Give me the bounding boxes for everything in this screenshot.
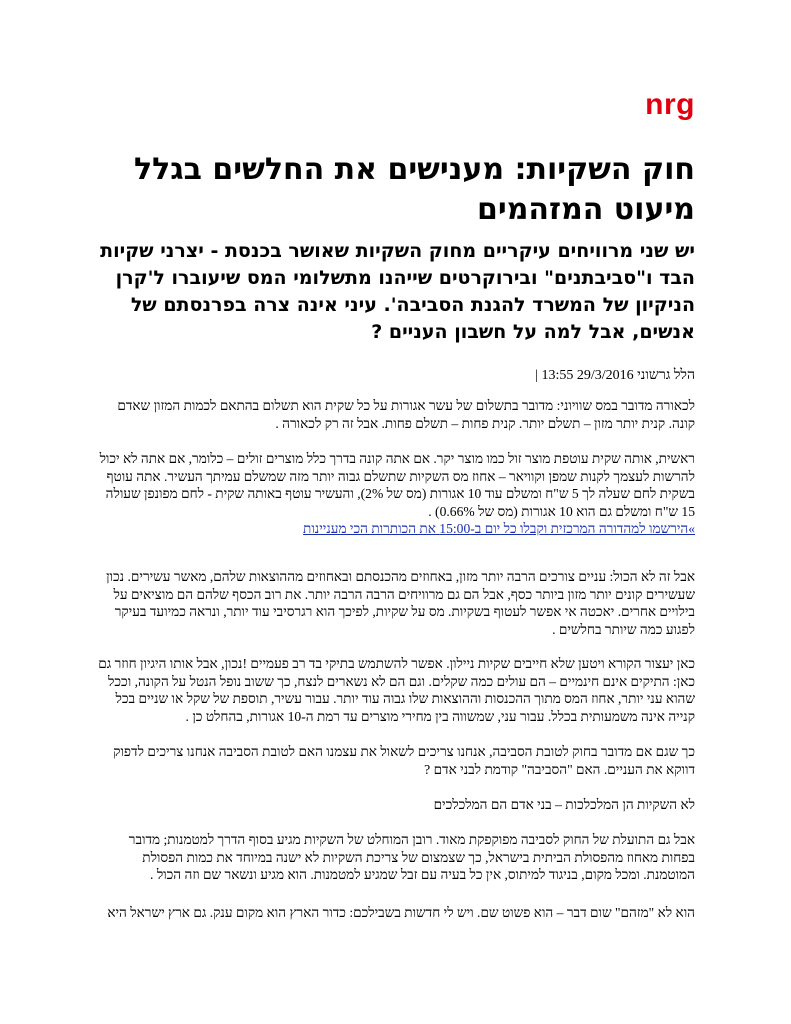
paragraph-text: לכאורה מדובר במס שוויוני: מדובר בתשלום של עשר אגורות על כל שקית הוא תשלום בהתאם לכמות המזון שאדם קונה. קנית יותר מזון – תשלם יותר. קנית פחות – תשלם פחות. אבל זה רק לכאורה . xyxy=(117,398,695,431)
article-title: חוק השקיות: מענישים את החלשים בגלל מיעוט המזהמים xyxy=(133,152,695,227)
paragraph-5 xyxy=(95,743,695,778)
paragraph-text: אבל זה לא הכול: עניים צורכים הרבה יותר מזון, באחוזים מהכנסתם ובאחוזים מההוצאות שלהם, מאשר עשירים. נכון שעשירים קונים יותר מזון ביותר כסף, אבל הם גם מרוויחים הרבה הרבה יותר. את רוב הכסף שלהם הם מוציאים על בילויים אחרים. יאכטה אי אפשר לעטוף בשקיות. מס על שקיות, לפיכך הוא רגרסיבי עוד יותר, ונראה כמיועד בעיקר לפגוע כמה שיותר בחלשים . xyxy=(106,569,695,637)
paragraph-3 xyxy=(95,568,695,638)
paragraph-4 xyxy=(95,655,695,725)
publish-datetime: 29/3/2016 13:55 xyxy=(541,368,634,383)
section-heading xyxy=(95,796,695,814)
paragraph-6 xyxy=(95,831,695,884)
paragraph-text: כאן יעצור הקורא ויטען שלא חייבים שקיות ניילון. אפשר להשתמש בתיקי בד רב פעמיים !נכון, אבל אותו היגיון חוזר גם כאן: התיקים אינם חינמיים – הם עולים כמה שקלים. וגם הם לא נשארים לנצח, כך ששוב נופל הנטל על הקונה, וככל שהוא עני יותר, אחוז המס מתוך ההכנסות וההוצאות שלו גבוה עוד יותר. עבור עשיר, תוספת של שקל או שניים בכל קנייה אינה משמעותית בכלל. עבור עני, שמשווה בין מחירי מוצרים עד רמת ה-10 אגורות, בהחלט כן . xyxy=(98,656,695,724)
byline xyxy=(95,367,695,385)
paragraph-7 xyxy=(95,904,695,922)
paragraph-text: אבל גם התועלת של החוק לסביבה מפוקפקת מאוד. רובן המוחלט של השקיות מגיע בסוף הדרך למטמנות; מדובר בפחות מאחוז מהפסולת הביתית בישראל, כך שצמצום של צריכת השקיות לא ישנה במיוחד את כמות הפסולת המוטמנת. ומכל מקום, בניגוד למיתוס, אין כל בעיה עם זבל שמגיע למטמנות. הוא מגיע ונשאר שם וזה הכול . xyxy=(128,832,695,883)
article-subtitle: יש שני מרוויחים עיקריים מחוק השקיות שאושר בכנסת - יצרני שקיות הבד ו"סביבתנים" ובירוקרטים שייהנו מתשלומי המס שיעוברו ל'קרן הניקיון של המשרד להגנת הסביבה'. עיני אינה צרה בפרנסתם של אנשים, אבל למה על חשבון העניים ? xyxy=(100,240,695,343)
site-logo[interactable]: nrg xyxy=(645,88,695,121)
paragraph-1 xyxy=(95,397,695,432)
paragraph-text: לא השקיות הן המלכלכות – בני אדם הם המלכלכים xyxy=(433,797,695,812)
paragraph-text: ראשית, אותה שקית עוטפת מוצר זול כמו מוצר יקר. אם אתה קונה בדרך כלל מוצרים זולים – כלומר, אם אתה לא יכול להרשות לעצמך לקנות שמפן וקוויאר – אחוז מס השקיות שתשלם גבוה יותר מזה שמשלם עמיתך העשיר. אתה עוטף בשקית לחם שעלה לך 5 ש"ח ומשלם עוד 10 אגורות (מס של 2%), והעשיר עוטף באותה שקית - לחם מפונפן שעולה 15 ש"ח ומשלם גם הוא 10 אגורות (מס של 0.66%) . xyxy=(99,451,695,519)
author-name[interactable]: הלל גרשוני xyxy=(637,368,695,383)
paragraph-text: הוא לא "מזהם" שום דבר – הוא פשוט שם. ויש לי חדשות בשבילכם: כדור הארץ הוא מקום ענק. גם ארץ ישראל היא xyxy=(107,905,695,920)
byline-separator: | xyxy=(535,368,538,383)
paragraph-text: כך שגם אם מדובר בחוק לטובת הסביבה, אנחנו צריכים לשאול את עצמנו האם לטובת הסביבה אנחנו צריכים לדפוק דווקא את העניים. האם "הסביבה" קודמת לבני אדם ? xyxy=(113,744,695,777)
newsletter-signup-link[interactable]: »הירשמו למהדורה המרכזית וקבלו כל יום ב-15:00 את הכותרות הכי מעניינות xyxy=(303,521,695,537)
paragraph-2 xyxy=(95,450,695,538)
